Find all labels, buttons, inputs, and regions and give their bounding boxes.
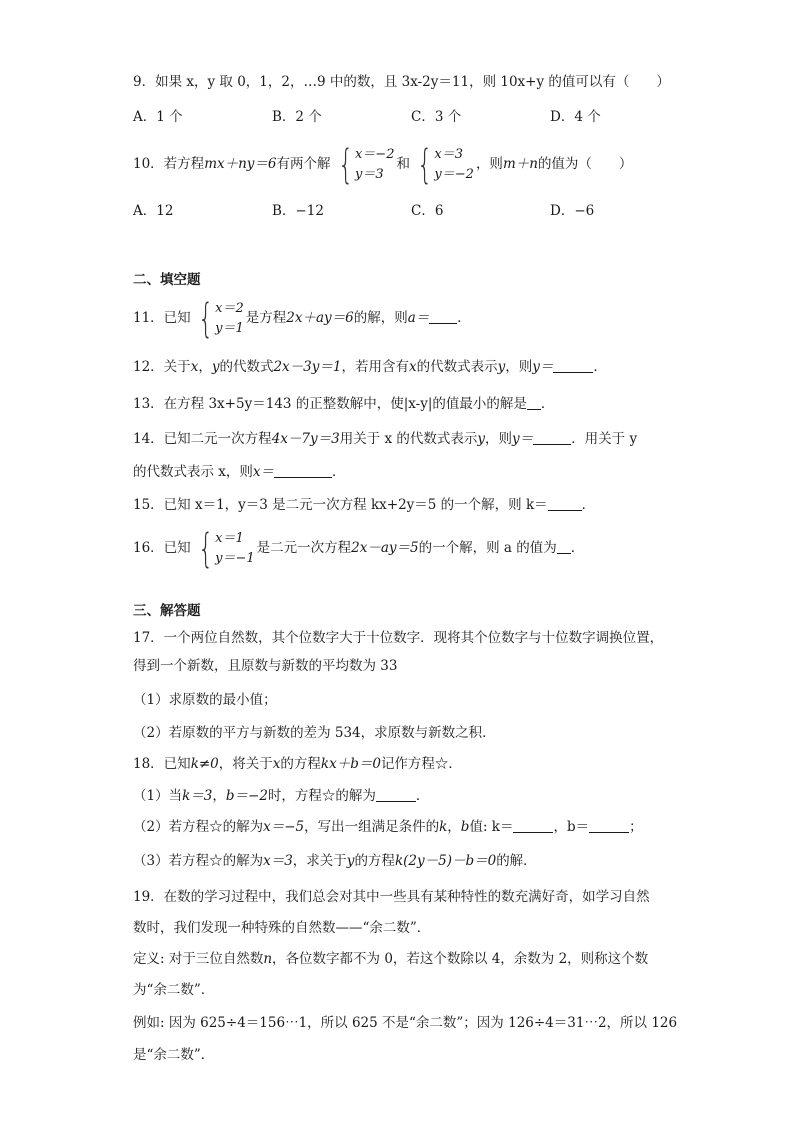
q9-stem: 9．如果 x，y 取 0，1，2，…9 中的数，且 3x-2y＝11，则 10x+y 的值可以有（ ）: [133, 74, 670, 90]
q16: [133, 525, 585, 572]
q17-sub2: （2）若原数的平方与新数的差为 534，求原数与新数之积．: [133, 725, 496, 741]
q10-options: [133, 201, 753, 221]
q17-sub1: （1）求原数的最小值；: [133, 692, 277, 708]
brace-icon: {: [337, 141, 353, 188]
q14-end: ．: [332, 464, 346, 480]
q12-y3: y＝: [532, 359, 554, 375]
q15-text: 15．已知 x＝1，y＝3 是二元一次方程 kx+2y＝5 的一个解，则 k＝: [133, 497, 548, 513]
q12-t1: 12．关于: [133, 359, 191, 375]
brace-icon: {: [417, 141, 433, 188]
q12-x2: x: [408, 359, 417, 375]
q12: [133, 357, 607, 377]
q10-and: 和: [396, 156, 410, 172]
q11-mid: 是方程: [245, 310, 287, 326]
q18-s2k: k: [439, 819, 448, 835]
brace-icon: {: [197, 295, 214, 342]
q14-t3: ，则: [485, 431, 513, 447]
q13-text: 13．在方程 3x+5y＝143 的正整数解中，使|x-y|的值最小的解是: [133, 396, 527, 412]
q18-s2b: ，写出一组满足条件的: [304, 819, 440, 835]
q19-l3a: 定义: 对于三位自然数: [133, 951, 264, 967]
q18-equation: kx＋b＝0: [320, 756, 381, 772]
q18-s1end: ．: [415, 788, 430, 804]
q11-var: a＝: [407, 310, 430, 326]
q9-option-a[interactable]: A．1 个: [133, 109, 183, 125]
q18-s1a: （1）当: [133, 788, 183, 804]
q11-equation: 2x＋ay＝6: [286, 310, 354, 326]
q18-cond: k≠0: [190, 756, 219, 772]
section-fill-in-title: 二、填空题: [133, 272, 201, 288]
q18-sub1-answer-blank[interactable]: [376, 787, 416, 802]
q11-answer-blank[interactable]: [429, 309, 457, 324]
q11-end: ．: [457, 310, 471, 326]
q14-t1: 14．已知二元一次方程: [133, 431, 272, 447]
q18-sub2: [133, 817, 643, 837]
q18-s1k: k＝3: [182, 788, 213, 804]
q19-line1: 19．在数的学习过程中，我们总会对其中一些具有某种特性的数充满好奇，如学习自然: [133, 889, 650, 905]
q14-answer-blank-1[interactable]: [533, 430, 571, 445]
q18-s1c: 时，方程☆的解为: [267, 788, 376, 804]
q18-sub2-b-blank[interactable]: [589, 818, 629, 833]
q19-line3: [133, 949, 648, 969]
q10-end: 的值为（ ）: [537, 156, 633, 172]
q10-sys2-row2: y＝−2: [434, 166, 474, 182]
q18-s1bv: b＝−2: [225, 788, 268, 804]
q16-answer-blank[interactable]: [557, 539, 571, 554]
q18-sub2-k-blank[interactable]: [513, 818, 553, 833]
q13-answer-blank[interactable]: [527, 395, 541, 410]
q12-answer-blank[interactable]: [553, 358, 593, 373]
q18-s3a: （3）若方程☆的解为: [133, 853, 264, 869]
q18-s2e: ，b＝: [553, 819, 590, 835]
q14-t5: 的代数式表示 x，则: [133, 464, 253, 480]
q14-y2: y＝: [512, 431, 534, 447]
q18-s2end: ；: [629, 819, 643, 835]
q16-system: [193, 525, 255, 572]
q15-answer-blank[interactable]: [548, 496, 582, 511]
q9-option-c[interactable]: C．3 个: [411, 109, 462, 125]
q14-equation: 4x－7y＝3: [271, 431, 340, 447]
q18-t4: 记作方程☆．: [380, 756, 462, 772]
q9-option-b[interactable]: B．2 个: [272, 109, 322, 125]
q16-mid: 是二元一次方程: [256, 540, 352, 556]
q12-y2: y: [497, 359, 506, 375]
q12-comma: ，: [198, 359, 212, 375]
q10-mid: 有两个解: [276, 156, 331, 172]
q18-s2c: ，: [447, 819, 461, 835]
q12-y: y: [211, 359, 220, 375]
q10-equation: mx＋ny＝6: [204, 156, 277, 172]
q14-t4: ．用关于 y: [571, 431, 638, 447]
q11-sys-row2: y＝1: [215, 320, 244, 336]
q14-line1: [133, 429, 637, 449]
q12-t5: ，则: [505, 359, 533, 375]
q10-stem: [133, 141, 633, 188]
q16-pre: 16．已知: [133, 540, 191, 556]
q19-line4: 为“余二数”．: [133, 982, 215, 998]
q16-post: 的一个解，则 a 的值为: [418, 540, 557, 556]
q12-t2: 的代数式: [219, 359, 274, 375]
q19-line6: 是“余二数”．: [133, 1047, 215, 1063]
q9-options: [133, 107, 753, 127]
q18-s2d: 值: k＝: [469, 819, 514, 835]
q18-s3eq: k(2y－5)－b＝0: [394, 853, 497, 869]
q16-equation: 2x－ay＝5: [351, 540, 419, 556]
brace-icon: {: [197, 525, 214, 572]
q18-t2: ，将关于: [218, 756, 273, 772]
q19-line2: 数时，我们发现一种特殊的自然数——“余二数”．: [133, 920, 431, 936]
q15: [133, 495, 595, 515]
q10-system-1: [333, 141, 395, 188]
q10-sys1-row2: y＝3: [354, 166, 384, 182]
q18-sub3: [133, 851, 537, 871]
q10-option-a[interactable]: A．12: [133, 203, 174, 219]
q18-s3b: ，求关于: [292, 853, 347, 869]
q18-s2bv: b: [460, 819, 470, 835]
q14-answer-blank-2[interactable]: [274, 463, 332, 478]
q11: [133, 295, 471, 342]
q10-pre: 10．若方程: [133, 156, 205, 172]
q12-t4: 的代数式表示: [416, 359, 498, 375]
section-answer-title: 三、解答题: [133, 603, 201, 619]
q10-sys2-row1: x＝3: [434, 146, 464, 162]
q10-option-b[interactable]: B．−12: [272, 203, 324, 219]
q18-s1b: ，: [212, 788, 226, 804]
q10-sys1-row1: x＝−2: [354, 146, 395, 162]
q16-end: ．: [570, 540, 585, 556]
q17-line2: 得到一个新数，且原数与新数的平均数为 33: [133, 658, 398, 674]
q12-x: x: [190, 359, 199, 375]
q13-end: ．: [540, 396, 555, 412]
q18-t1: 18．已知: [133, 756, 191, 772]
q10-expr: m＋n: [502, 156, 538, 172]
q11-system: [193, 295, 244, 342]
q18-line1: [133, 754, 462, 774]
q10-option-c[interactable]: C．6: [411, 203, 444, 219]
q11-sys-row1: x＝2: [215, 300, 244, 316]
q18-t3: 的方程: [280, 756, 321, 772]
q14-y: y: [477, 431, 486, 447]
q11-pre: 11．已知: [133, 310, 191, 326]
q10-post: ，则: [475, 156, 503, 172]
q18-s3y: y: [346, 853, 355, 869]
q11-post: 的解，则: [353, 310, 408, 326]
q10-system-2: [412, 141, 474, 188]
q18-s3x: x＝3: [263, 853, 293, 869]
q18-s3c: 的方程: [354, 853, 395, 869]
q12-t3: ，若用含有: [341, 359, 409, 375]
q18-s2x: x＝−5: [263, 819, 305, 835]
q19-line5: 例如: 因为 625÷4＝156⋯1，所以 625 不是“余二数”；因为 126÷4＝31⋯2，所以 126: [133, 1015, 678, 1031]
q14-x: x＝: [252, 464, 275, 480]
q14-t2: 用关于 x 的代数式表示: [339, 431, 478, 447]
q17-line1: 17．一个两位自然数，其个位数字大于十位数字．现将其个位数字与十位数字调换位置，: [133, 630, 664, 646]
q18-s2a: （2）若方程☆的解为: [133, 819, 264, 835]
q18-x: x: [272, 756, 281, 772]
q14-line2: [133, 462, 346, 482]
q15-end: ．: [581, 497, 596, 513]
q13: [133, 394, 554, 414]
q12-end: ．: [593, 359, 607, 375]
q18-sub1: [133, 786, 429, 806]
q12-equation: 2x－3y＝1: [273, 359, 342, 375]
q19-l3b: ，各位数字都不为 0，若这个数除以 4，余数为 2，则称这个数: [272, 951, 649, 967]
q16-sys-row1: x＝1: [215, 530, 244, 546]
q10-option-d[interactable]: D．−6: [550, 203, 595, 219]
q18-s3d: 的解．: [496, 853, 537, 869]
q16-sys-row2: y＝−1: [215, 550, 255, 566]
q19-n: n: [263, 951, 273, 967]
q9-option-d[interactable]: D．4 个: [550, 109, 601, 125]
